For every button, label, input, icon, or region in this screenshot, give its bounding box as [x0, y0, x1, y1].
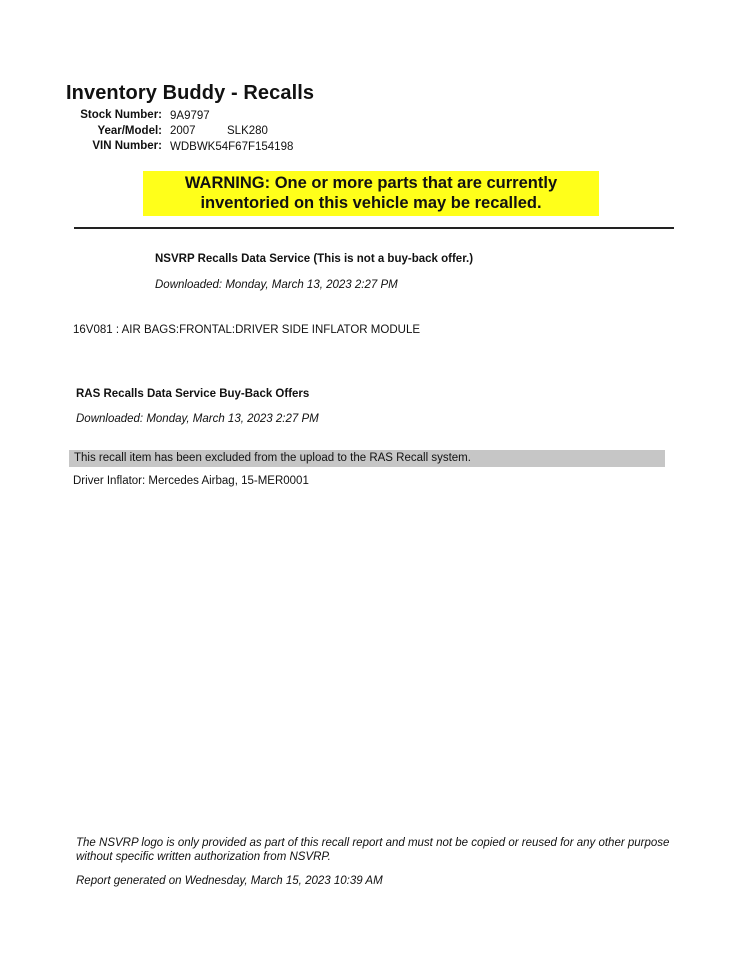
warning-line-2: inventoried on this vehicle may be recalled.: [200, 194, 542, 212]
year-value: 2007: [170, 125, 196, 137]
vin-number-label: VIN Number:: [92, 140, 162, 152]
ras-offer-item: Driver Inflator: Mercedes Airbag, 15-MER0001: [73, 475, 309, 487]
recall-warning-banner: [143, 171, 599, 216]
logo-usage-notice: The NSVRP logo is only provided as part of this recall report and must not be copied or reused for any other purpose without specific written authorization from NSVRP.: [76, 837, 670, 863]
ras-downloaded: Downloaded: Monday, March 13, 2023 2:27 PM: [76, 413, 319, 425]
nsvrp-heading: NSVRP Recalls Data Service (This is not a buy-back offer.): [155, 253, 474, 265]
section-divider: [74, 227, 674, 229]
warning-line-1: WARNING: One or more parts that are currently: [184, 174, 558, 192]
year-model-label: Year/Model:: [97, 125, 162, 137]
stock-number-value: 9A9797: [170, 110, 210, 122]
nsvrp-downloaded: Downloaded: Monday, March 13, 2023 2:27 PM: [155, 279, 398, 291]
page-title: Inventory Buddy - Recalls: [66, 82, 315, 104]
excluded-notice-bar: This recall item has been excluded from the upload to the RAS Recall system.: [69, 450, 665, 467]
report-generated-timestamp: Report generated on Wednesday, March 15, 2023 10:39 AM: [76, 875, 383, 887]
model-value: SLK280: [227, 125, 268, 137]
vin-number-value: WDBWK54F67F154198: [170, 141, 294, 153]
stock-number-label: Stock Number:: [80, 109, 162, 121]
ras-heading: RAS Recalls Data Service Buy-Back Offers: [76, 388, 310, 400]
nsvrp-recall-item: 16V081 : AIR BAGS:FRONTAL:DRIVER SIDE INFLATOR MODULE: [73, 324, 421, 336]
